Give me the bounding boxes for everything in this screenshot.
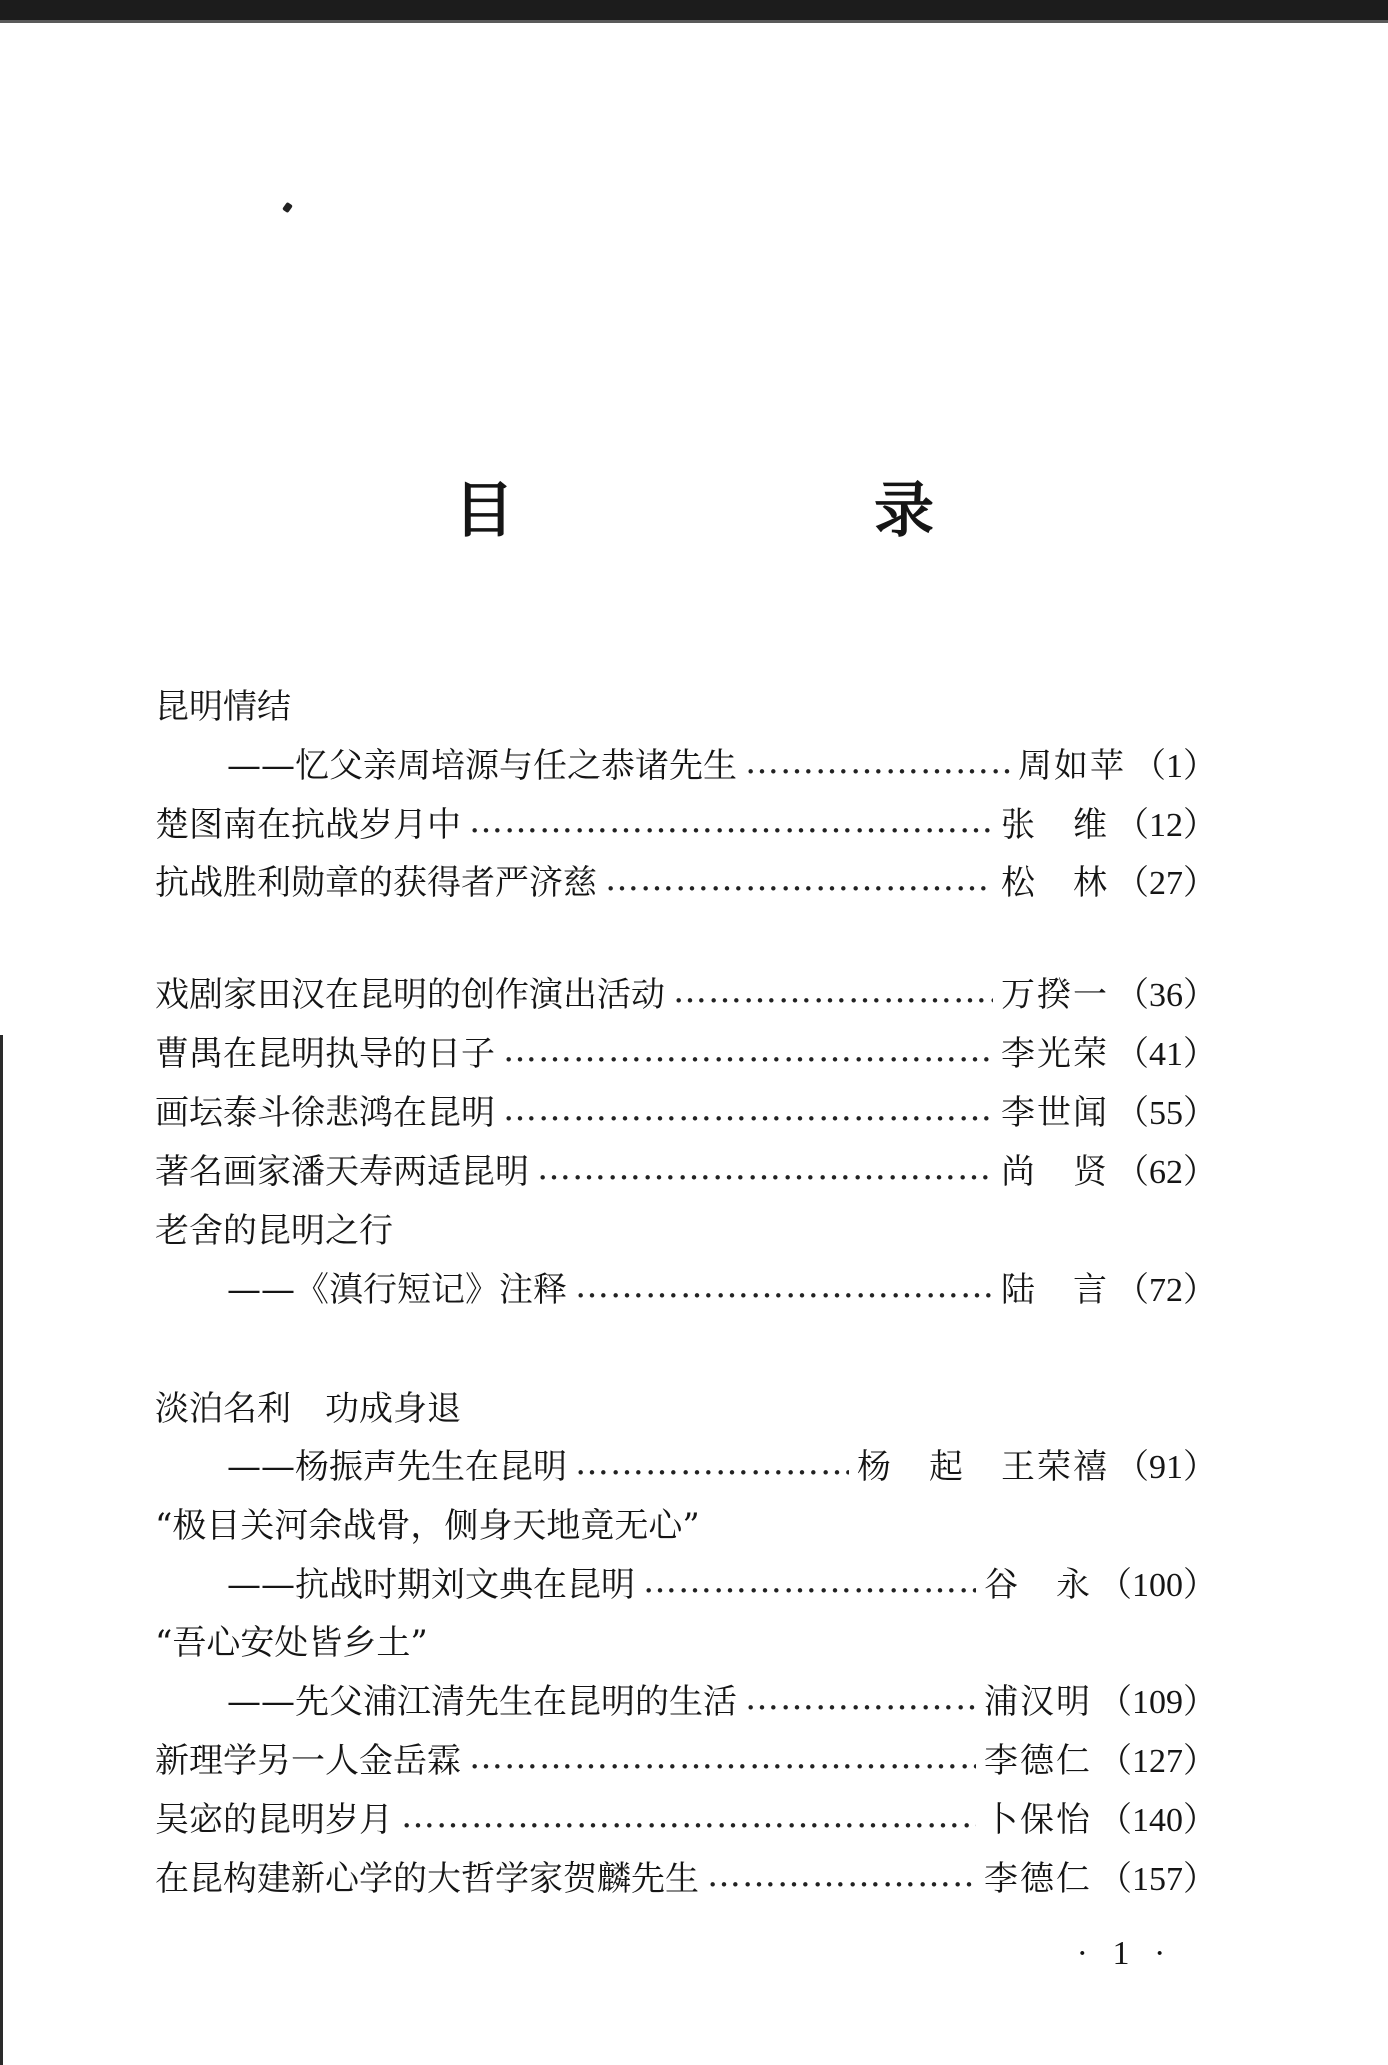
toc-entry-title: 画坛泰斗徐悲鸿在昆明 xyxy=(155,1092,495,1133)
toc-entry-author: 万揆一 xyxy=(1001,974,1109,1015)
toc-leader-dots xyxy=(707,1855,976,1895)
toc-entry-page: （62） xyxy=(1115,1153,1217,1191)
scan-left-edge xyxy=(0,1035,3,2065)
toc-leader-dots xyxy=(575,1266,993,1306)
toc-leader-dots xyxy=(745,742,1010,782)
toc-entry-page: （109） xyxy=(1098,1683,1217,1721)
toc-entry-author: 李光荣 xyxy=(1001,1033,1109,1074)
toc-entry[interactable] xyxy=(155,1673,1217,1723)
toc-leader-dots xyxy=(469,1737,976,1777)
toc-entry[interactable] xyxy=(155,1850,1217,1900)
toc-entry-page: （1） xyxy=(1132,747,1217,785)
toc-entry xyxy=(155,678,1217,728)
toc-entry-title: ——抗战时期刘文典在昆明 xyxy=(227,1564,635,1605)
toc-entry xyxy=(155,1614,1217,1664)
toc-entry xyxy=(155,1202,1217,1252)
toc-entry-author: 松 林 xyxy=(1001,862,1109,903)
toc-entry-page: （157） xyxy=(1098,1860,1217,1898)
toc-entry[interactable] xyxy=(155,1025,1217,1075)
toc-entry-title: ——杨振声先生在昆明 xyxy=(227,1446,567,1487)
toc-leader-dots xyxy=(575,1443,849,1483)
toc-entry-title: 老舍的昆明之行 xyxy=(155,1210,393,1251)
toc-entry-page: （91） xyxy=(1115,1448,1217,1486)
toc-leader-dots xyxy=(643,1561,976,1601)
toc-entry-author: 陆 言 xyxy=(1001,1269,1109,1310)
toc-entry-page: （140） xyxy=(1098,1801,1217,1839)
toc-entry xyxy=(155,1380,1217,1430)
toc-entry-author: 杨 起 王荣禧 xyxy=(857,1446,1109,1487)
toc-entry-title: “极目关河余战骨，侧身天地竟无心” xyxy=(155,1505,700,1546)
toc-entry xyxy=(155,1497,1217,1547)
toc-entry-author: 李德仁 xyxy=(984,1858,1092,1899)
toc-entry-title: 曹禺在昆明执导的日子 xyxy=(155,1033,495,1074)
scan-top-edge xyxy=(0,0,1388,20)
toc-entry-title: 戏剧家田汉在昆明的创作演出活动 xyxy=(155,974,665,1015)
toc-entry-title: 抗战胜利勋章的获得者严济慈 xyxy=(155,862,597,903)
toc-leader-dots xyxy=(401,1796,976,1836)
toc-entry-title: 著名画家潘天寿两适昆明 xyxy=(155,1151,529,1192)
toc-entry-title: ——《滇行短记》注释 xyxy=(227,1269,567,1310)
toc-entry-page: （36） xyxy=(1115,976,1217,1014)
toc-entry[interactable] xyxy=(155,1791,1217,1841)
toc-entry[interactable] xyxy=(155,1732,1217,1782)
toc-entry-author: 尚 贤 xyxy=(1001,1151,1109,1192)
toc-entry-page: （127） xyxy=(1098,1742,1217,1780)
toc-entry[interactable] xyxy=(155,1438,1217,1488)
toc-entry-title: 昆明情结 xyxy=(155,686,291,727)
toc-entry-author: 浦汉明 xyxy=(984,1681,1092,1722)
toc-entry-author: 周如苹 xyxy=(1018,745,1126,786)
toc-leader-dots xyxy=(605,859,993,899)
toc-entry-author: 李德仁 xyxy=(984,1740,1092,1781)
toc-entry-title: 淡泊名利 功成身退 xyxy=(155,1388,461,1429)
toc-entry-author: 张 维 xyxy=(1001,804,1109,845)
toc-entry-page: （41） xyxy=(1115,1035,1217,1073)
toc-entry-title: ——先父浦江清先生在昆明的生活 xyxy=(227,1681,737,1722)
page-title: 目 录 xyxy=(454,476,1084,546)
toc-leader-dots xyxy=(673,971,993,1011)
toc-entry-page: （55） xyxy=(1115,1094,1217,1132)
toc-entry[interactable] xyxy=(155,1084,1217,1134)
toc-leader-dots xyxy=(503,1030,993,1070)
toc-entry-title: 新理学另一人金岳霖 xyxy=(155,1740,461,1781)
scan-top-edge-line xyxy=(0,20,1388,23)
toc-leader-dots xyxy=(503,1089,993,1129)
toc-leader-dots xyxy=(469,801,993,841)
toc-entry-title: 在昆构建新心学的大哲学家贺麟先生 xyxy=(155,1858,699,1899)
toc-entry-author: 卜保怡 xyxy=(984,1799,1092,1840)
toc-entry[interactable] xyxy=(155,796,1217,846)
toc-entry-title: 楚图南在抗战岁月中 xyxy=(155,804,461,845)
toc-entry-author: 谷 永 xyxy=(984,1564,1092,1605)
toc-entry[interactable] xyxy=(155,1143,1217,1193)
toc-entry-page: （100） xyxy=(1098,1566,1217,1604)
toc-entry[interactable] xyxy=(155,854,1217,904)
page-number: · 1 · xyxy=(1076,1935,1174,1972)
toc-entry-author: 李世闻 xyxy=(1001,1092,1109,1133)
toc-entry[interactable] xyxy=(155,1261,1217,1311)
toc-entry-title: 吴宓的昆明岁月 xyxy=(155,1799,393,1840)
toc-entry-page: （72） xyxy=(1115,1271,1217,1309)
toc-entry-title: ——忆父亲周培源与任之恭诸先生 xyxy=(227,745,737,786)
toc-entry[interactable] xyxy=(155,737,1217,787)
toc-entry[interactable] xyxy=(155,966,1217,1016)
toc-entry-page: （27） xyxy=(1115,864,1217,902)
toc-entry-title: “吾心安处皆乡土” xyxy=(155,1622,428,1663)
toc-leader-dots xyxy=(745,1678,976,1718)
scan-speck xyxy=(282,202,293,213)
toc-entry[interactable] xyxy=(155,1556,1217,1606)
toc-entry-page: （12） xyxy=(1115,806,1217,844)
toc-leader-dots xyxy=(537,1148,993,1188)
